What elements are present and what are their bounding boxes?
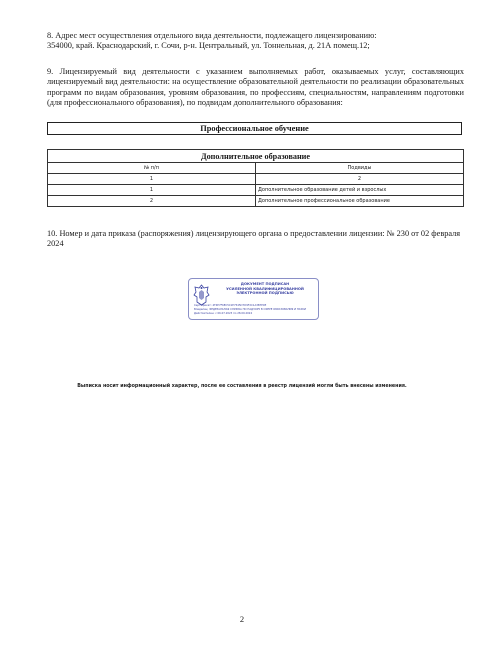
table-caption: Дополнительное образование <box>48 150 464 163</box>
section-8-address: 354000, край. Краснодарский, г. Сочи, р-н. Центральный, ул. Тоннельная, д. 21А помещ.12; <box>47 41 370 50</box>
section-8-heading: 8. Адрес мест осуществления отдельного вида деятельности, подлежащего лицензированию: <box>47 31 377 40</box>
coat-of-arms-icon <box>193 284 210 306</box>
stamp-owner: Владелец: ФЕДЕРАЛЬНАЯ СЛУЖБА ПО НАДЗОРУ В СФЕРЕ ОБРАЗОВАНИЯ И НАУКИ <box>194 308 306 311</box>
information-footnote: Выписка носит информационный характер, после ее составления в реестр лицензий могли быть внесены изменения. <box>77 384 407 389</box>
row-number: 1 <box>48 185 256 196</box>
stamp-title-line: ЭЛЕКТРОННОЙ ПОДПИСЬЮ <box>236 291 294 296</box>
index-col-1: 1 <box>48 174 256 185</box>
index-col-2: 2 <box>256 174 464 185</box>
table-index-row <box>48 174 464 185</box>
stamp-title <box>213 282 317 296</box>
row-subtype: Дополнительное образование детей и взрослых <box>256 185 464 196</box>
table-row <box>48 185 464 196</box>
table-caption-row <box>48 150 464 163</box>
stamp-certificate: Сертификат: 4F4E7F6EC5C1E7545D7D9F2C1A3B7E0E <box>194 304 267 307</box>
stamp-title-line: УСИЛЕННОЙ КВАЛИФИЦИРОВАННОЙ <box>226 286 304 291</box>
section-10-text: 10. Номер и дата приказа (распоряжения) лицензирующего органа о предоставлении лицензии: № 230 от 02 февраля 2024 <box>47 229 461 249</box>
table-row <box>48 196 464 207</box>
electronic-signature-stamp <box>188 278 319 320</box>
additional-education-table <box>47 149 464 207</box>
header-number: № п/п <box>48 163 256 174</box>
section-9-text: 9. Лицензируемый вид деятельности с указанием выполняемых работ, оказываемых услуг, составляющих лицензируемый вид деятельности: на осуществление образовательной деятельности по реализации образовательных программ по видам образования, уровням образования, по профессиям, специальностям, направлениям подготовки (для профессионального образования), по подвидам дополнительного образования: <box>47 67 464 108</box>
professional-training-box: Профессиональное обучение <box>47 122 462 135</box>
header-subtypes: Подвиды <box>256 163 464 174</box>
row-subtype: Дополнительное профессиональное образование <box>256 196 464 207</box>
table-header-row <box>48 163 464 174</box>
stamp-title-line: ДОКУМЕНТ ПОДПИСАН <box>240 282 290 286</box>
stamp-validity: Действителен: с 06.07.2023 по 28.09.2024 <box>194 312 253 315</box>
page-number: 2 <box>239 614 245 624</box>
row-number: 2 <box>48 196 256 207</box>
